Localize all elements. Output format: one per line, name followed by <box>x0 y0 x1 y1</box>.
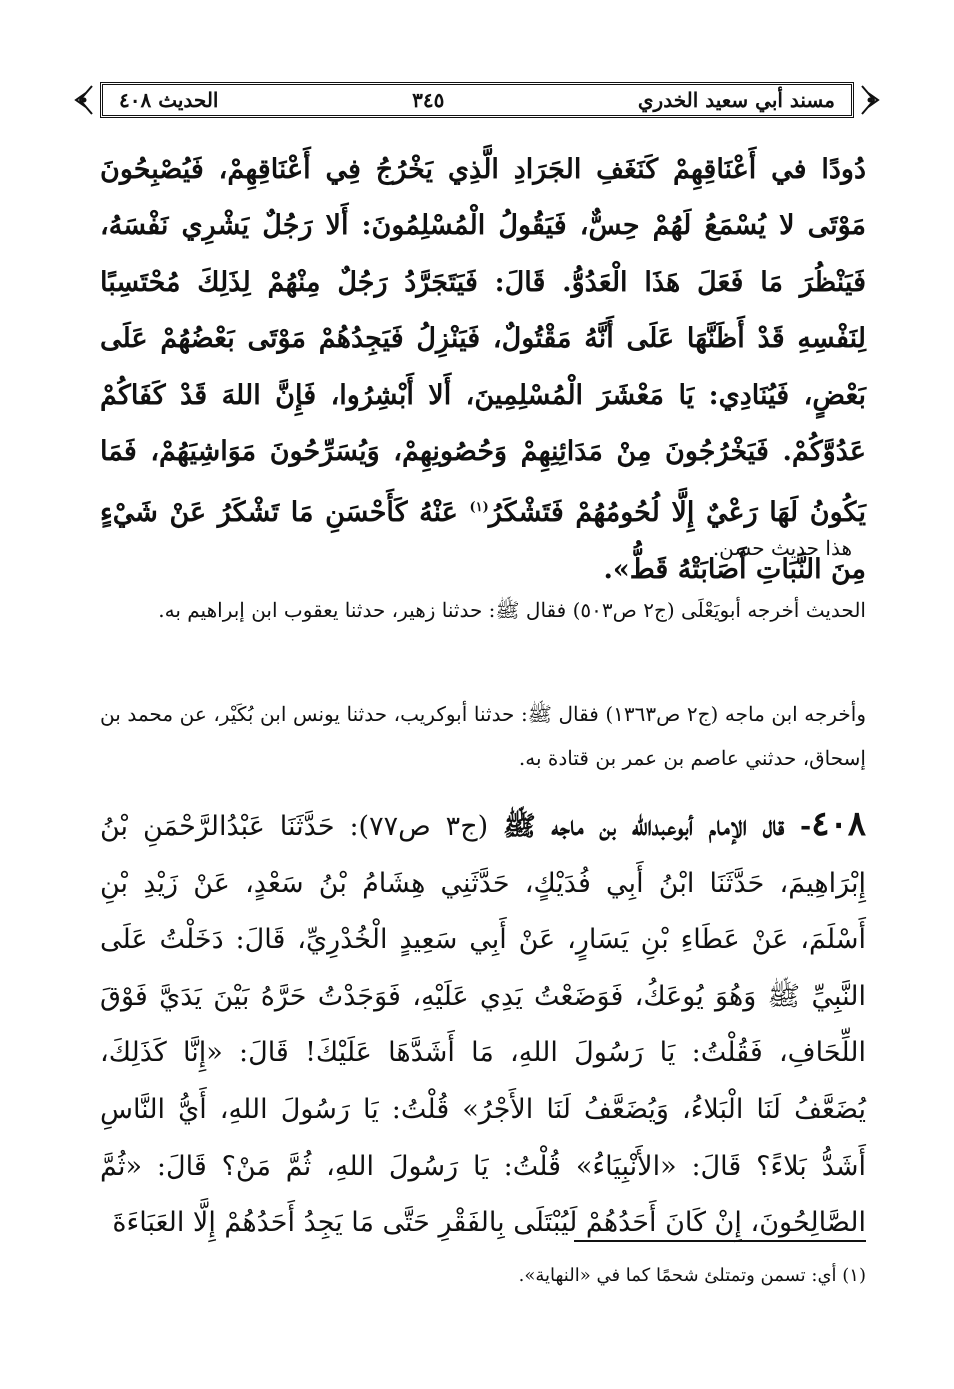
hadith-label: الحديث ٤٠٨ <box>119 88 219 112</box>
hadith-text: (ج٣ ص٧٧): حَدَّثَنَا عَبْدُالرَّحْمَنِ بْنُ إِبْرَاهِيمَ، حَدَّثَنَا ابْنُ أَبِي فُدَيْكٍ، حَدَّثَنِي هِشَامُ بْنُ سَعْدٍ، عَنْ زَيْدِ بْنِ أَسْلَمَ، عَنْ عَطَاءِ بْنِ يَسَارٍ، عَنْ أَبِي سَعِيدٍ الْخُدْرِيِّ، قَالَ: دَخَلْتُ عَلَى النَّبِيِّ ﷺ وَهُوَ يُوعَكُ، فَوَضَعْتُ يَدِي عَلَيْهِ، فَوَجَدْتُ حَرَّهُ بَيْنَ يَدَيَّ فَوْقَ اللِّحَافِ، فَقُلْتُ: يَا رَسُولَ اللهِ، مَا أَشَدَّهَا عَلَيْكَ! قَالَ: «إِنَّا كَذَلِكَ، يُضَعَّفُ لَنَا الْبَلاءُ، وَيُضَعَّفُ لَنَا الأَجْرُ» قُلْتُ: يَا رَسُولَ اللهِ، أَيُّ النَّاسِ أَشَدُّ بَلاءً؟ قَالَ: «الأَنْبِيَاءُ» قُلْتُ: يَا رَسُولَ اللهِ، ثُمَّ مَنْ؟ قَالَ: «ثُمَّ الصَّالِحُونَ، إِنْ كَانَ أَحَدُهُمْ لَيُبْتَلَى بِالفَقْرِ حَتَّى مَا يَجِدُ أَحَدُهُمْ إِلَّا العَبَاءَةَ <box>100 811 866 1239</box>
footnote-reference: (١) <box>469 500 489 516</box>
left-ornament-icon <box>72 84 96 116</box>
right-ornament-icon <box>858 84 882 116</box>
hadith-408 <box>100 796 866 1252</box>
header-title: مسند أبي سعيد الخدري <box>637 88 835 112</box>
footnote: (١) أي: تسمن وتمتلئ شحمًا كما في «النهاية». <box>518 1265 866 1286</box>
hadith-intro: - قال الإمام أبوعبدالله بن ماجه ﷺ <box>503 811 812 842</box>
takhrij-paragraph-2: وأخرجه ابن ماجه (ج٢ ص١٣٦٣) فقال ﷺ: حدثنا أبوكريب، حدثنا يونس ابن بُكَيْر، عن محمد بن إسحاق، حدثني عاصم بن عمر بن قتادة به. <box>100 702 866 770</box>
hadith-number: ٤٠٨ <box>811 804 866 844</box>
footnote-divider <box>574 1240 866 1242</box>
main-text-part2: عَنْهُ كَأَحْسَنِ مَا تَشْكَرُ عَنْ شَيْءٍ مِنَ النَّبَاتِ أَصَابَتْهُ قَطُّ». <box>100 497 866 585</box>
hadith-grading: هذا حديث حسن. <box>712 536 852 560</box>
takhrij-paragraph-1: الحديث أخرجه أبويَعْلَى (ج٢ ص٥٠٣) فقال ﷺ: حدثنا زهير، حدثنا يعقوب ابن إبراهيم به. <box>158 598 866 622</box>
page-number: ٣٤٥ <box>412 88 445 112</box>
page-header <box>100 82 854 118</box>
main-text-part1: دُودًا في أَعْنَاقِهِمْ كَنَغَفِ الجَرَادِ الَّذِي يَخْرُجُ فِي أَعْنَاقِهِمْ، فَيُصْبِحُونَ مَوْتَى لا يُسْمَعُ لَهُمْ حِسٌّ، فَيَقُولُ الْمُسْلِمُونَ: أَلا رَجُلٌ يَشْرِي نَفْسَهُ، فَيَنْظُرَ مَا فَعَلَ هَذَا الْعَدُوُّ. قَالَ: فَيَتَجَرَّدُ رَجُلٌ مِنْهُمْ لِذَلِكَ مُحْتَسِبًا لِنَفْسِهِ قَدْ أَظَنَّهَا عَلَى أَنَّهُ مَقْتُولٌ، فَيَنْزِلُ فَيَجِدُهُمْ مَوْتَى بَعْضُهُمْ عَلَى بَعْضٍ، فَيُنَادِي: يَا مَعْشَرَ الْمُسْلِمِينَ، أَلا أَبْشِرُوا، فَإِنَّ اللهَ قَدْ كَفَاكُمْ عَدُوَّكُمْ. فَيَخْرُجُونَ مِنْ مَدَائِنِهِمْ وَحُصُونِهِمْ، وَيُسَرِّحُونَ مَوَاشِيَهُمْ، فَمَا يَكُونُ لَهَا رَعْيٌ إِلَّا لُحُومُهُمْ فَتَشْكَرُ <box>100 154 866 529</box>
